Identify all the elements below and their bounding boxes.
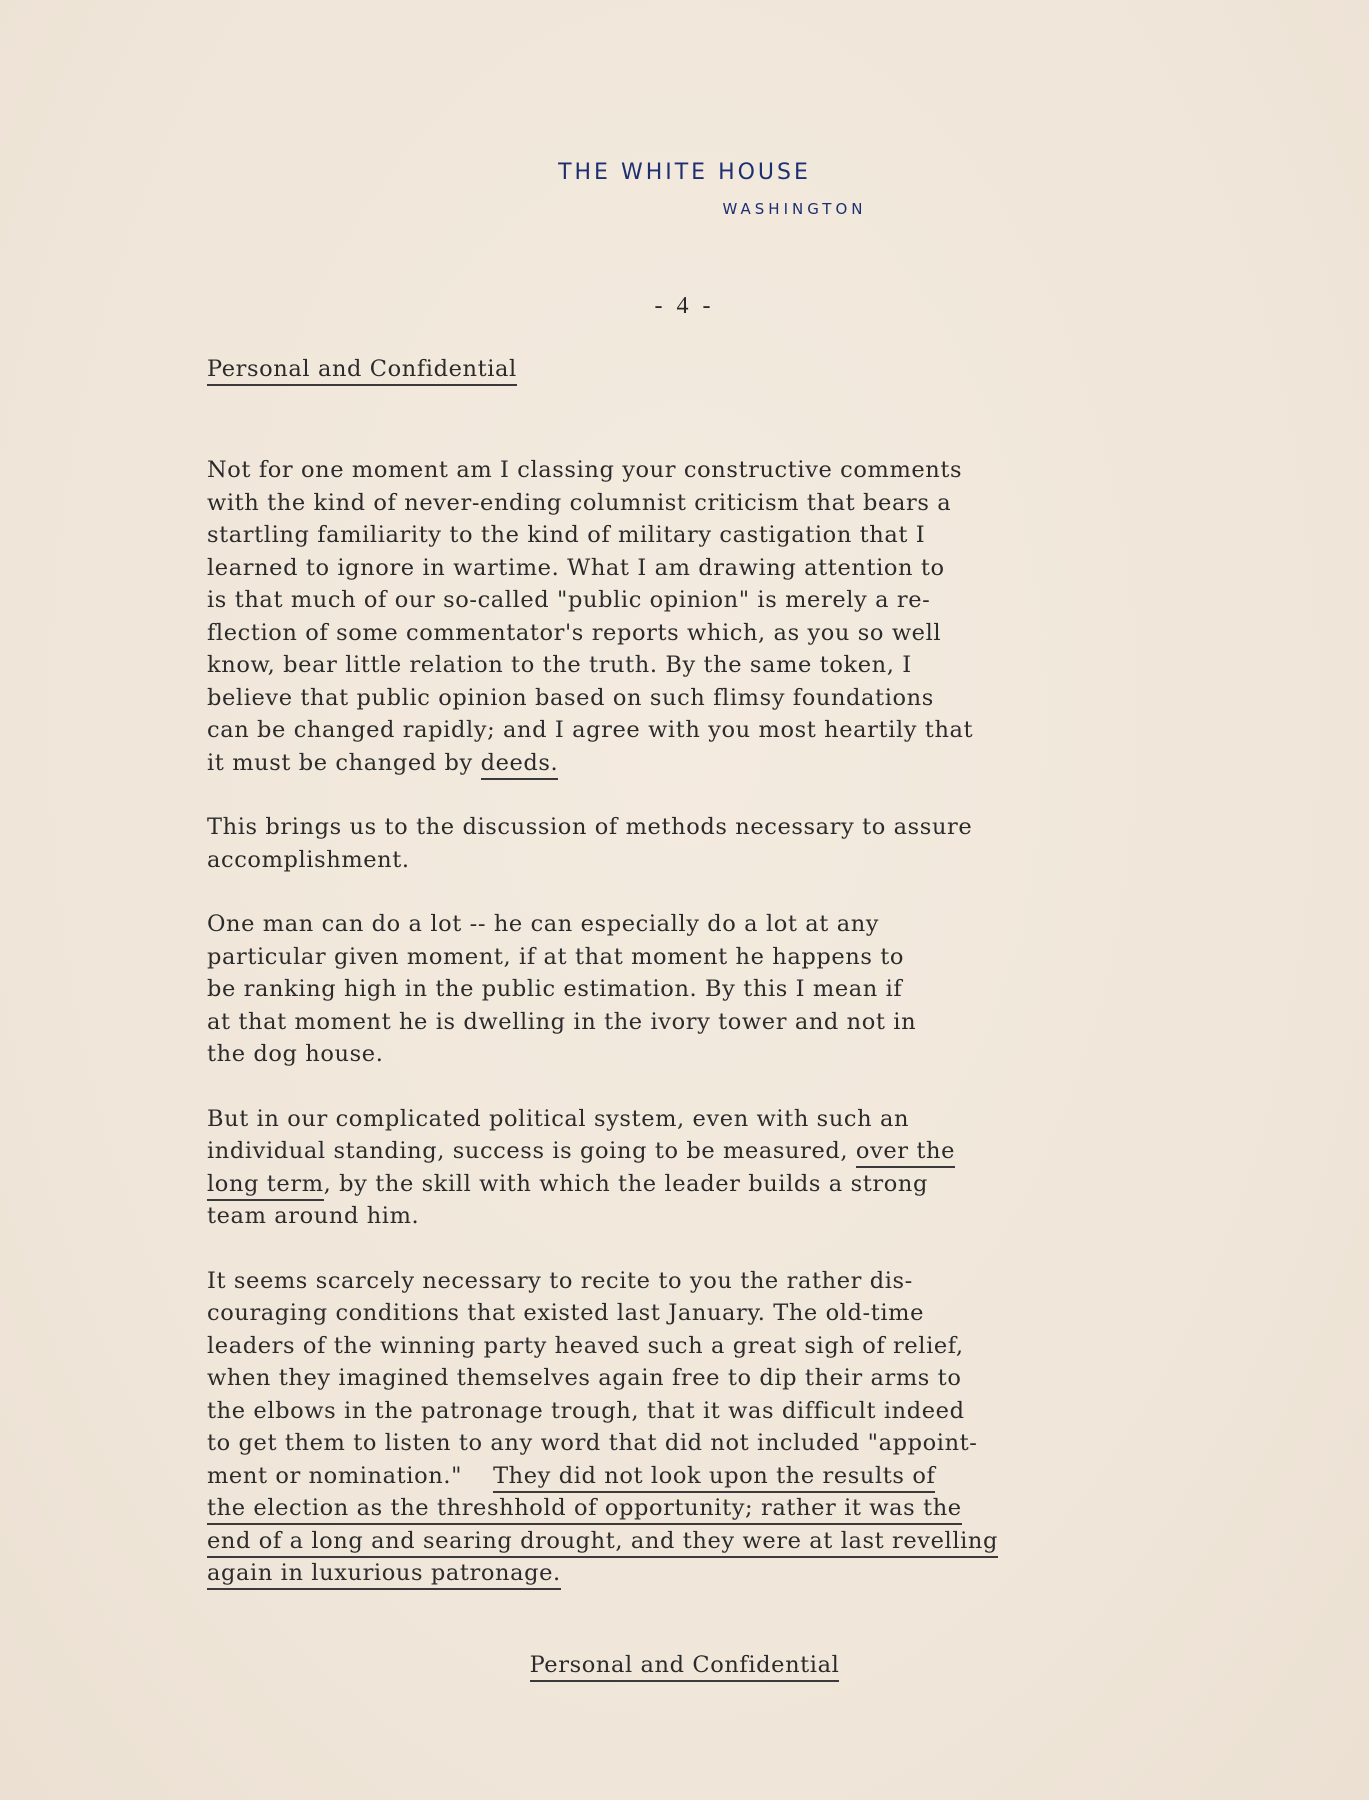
underlined-text: deeds. (481, 750, 559, 780)
text-line: startling familiarity to the kind of military castigation that I (207, 522, 926, 548)
text-line (207, 747, 1157, 780)
text-line: can be changed rapidly; and I agree with you most heartily that (207, 717, 974, 743)
text-line (207, 1557, 1157, 1590)
text-line (207, 1168, 1157, 1201)
underlined-text: the election as the threshhold of opportunity; rather it was the (207, 1495, 962, 1525)
text-line: learned to ignore in wartime. What I am drawing attention to (207, 554, 945, 581)
letter-body (207, 454, 1157, 1622)
text-line: couraging conditions that existed last January. The old-time (207, 1300, 925, 1326)
underlined-text: over the (856, 1138, 955, 1168)
text-line (207, 1492, 1157, 1525)
text-segment: individual standing, success is going to be measured, (207, 1138, 856, 1164)
text-line: the dog house. (207, 1041, 384, 1067)
text-line: This brings us to the discussion of methods necessary to assure (207, 814, 973, 840)
paragraph-5 (207, 1265, 1157, 1590)
underlined-text: long term (207, 1171, 324, 1201)
paragraph-1 (207, 454, 1157, 779)
text-line: the elbows in the patronage trough, that it was difficult indeed (207, 1397, 965, 1424)
text-line: team around him. (207, 1203, 420, 1229)
text-line (207, 1525, 1157, 1558)
underlined-text: They did not look upon the results of (493, 1463, 935, 1493)
text-line: with the kind of never-ending columnist criticism that bears a (207, 489, 952, 516)
classification-bottom-text: Personal and Confidential (530, 1652, 840, 1682)
text-line: But in our complicated political system, even with such an (207, 1105, 910, 1132)
text-line: is that much of our so-called "public opinion" is merely a re- (207, 587, 931, 613)
text-line: It seems scarcely necessary to recite to you the rather dis- (207, 1267, 913, 1294)
paragraph-2 (207, 811, 1157, 876)
classification-top (207, 356, 517, 382)
page-number: - 4 - (654, 293, 715, 319)
text-line: accomplishment. (207, 846, 410, 873)
text-line: One man can do a lot -- he can especially do a lot at any (207, 911, 880, 937)
text-line: at that moment he is dwelling in the ivory tower and not in (207, 1008, 917, 1035)
text-line: to get them to listen to any word that did not included "appoint- (207, 1430, 978, 1456)
text-segment: , by the skill with which the leader builds a strong (323, 1170, 928, 1197)
text-line: when they imagined themselves again free to dip their arms to (207, 1365, 962, 1391)
text-line: flection of some commentator's reports which, as you so well (207, 619, 942, 646)
letterhead-subtitle: WASHINGTON (722, 200, 867, 218)
text-line: leaders of the winning party heaved such a great sigh of relief, (207, 1332, 964, 1359)
text-line: Not for one moment am I classing your constructive comments (207, 457, 963, 483)
classification-top-text: Personal and Confidential (207, 356, 517, 386)
text-segment: it must be changed by (207, 749, 481, 776)
text-segment: ment or nomination." (207, 1462, 494, 1489)
text-line: particular given moment, if at that moment he happens to (207, 943, 905, 970)
text-line: be ranking high in the public estimation. By this I mean if (207, 976, 903, 1002)
letterhead-title: THE WHITE HOUSE (558, 160, 811, 185)
text-line: believe that public opinion based on such flimsy foundations (207, 684, 934, 711)
classification-bottom (0, 1652, 1369, 1678)
text-line: know, bear little relation to the truth. By the same token, I (207, 652, 912, 678)
underlined-text: again in luxurious patronage. (207, 1560, 561, 1590)
text-line (207, 1135, 1157, 1168)
paragraph-4 (207, 1103, 1157, 1233)
paragraph-3 (207, 908, 1157, 1071)
text-line (207, 1460, 1157, 1493)
underlined-text: end of a long and searing drought, and they were at last revelling (207, 1528, 998, 1558)
